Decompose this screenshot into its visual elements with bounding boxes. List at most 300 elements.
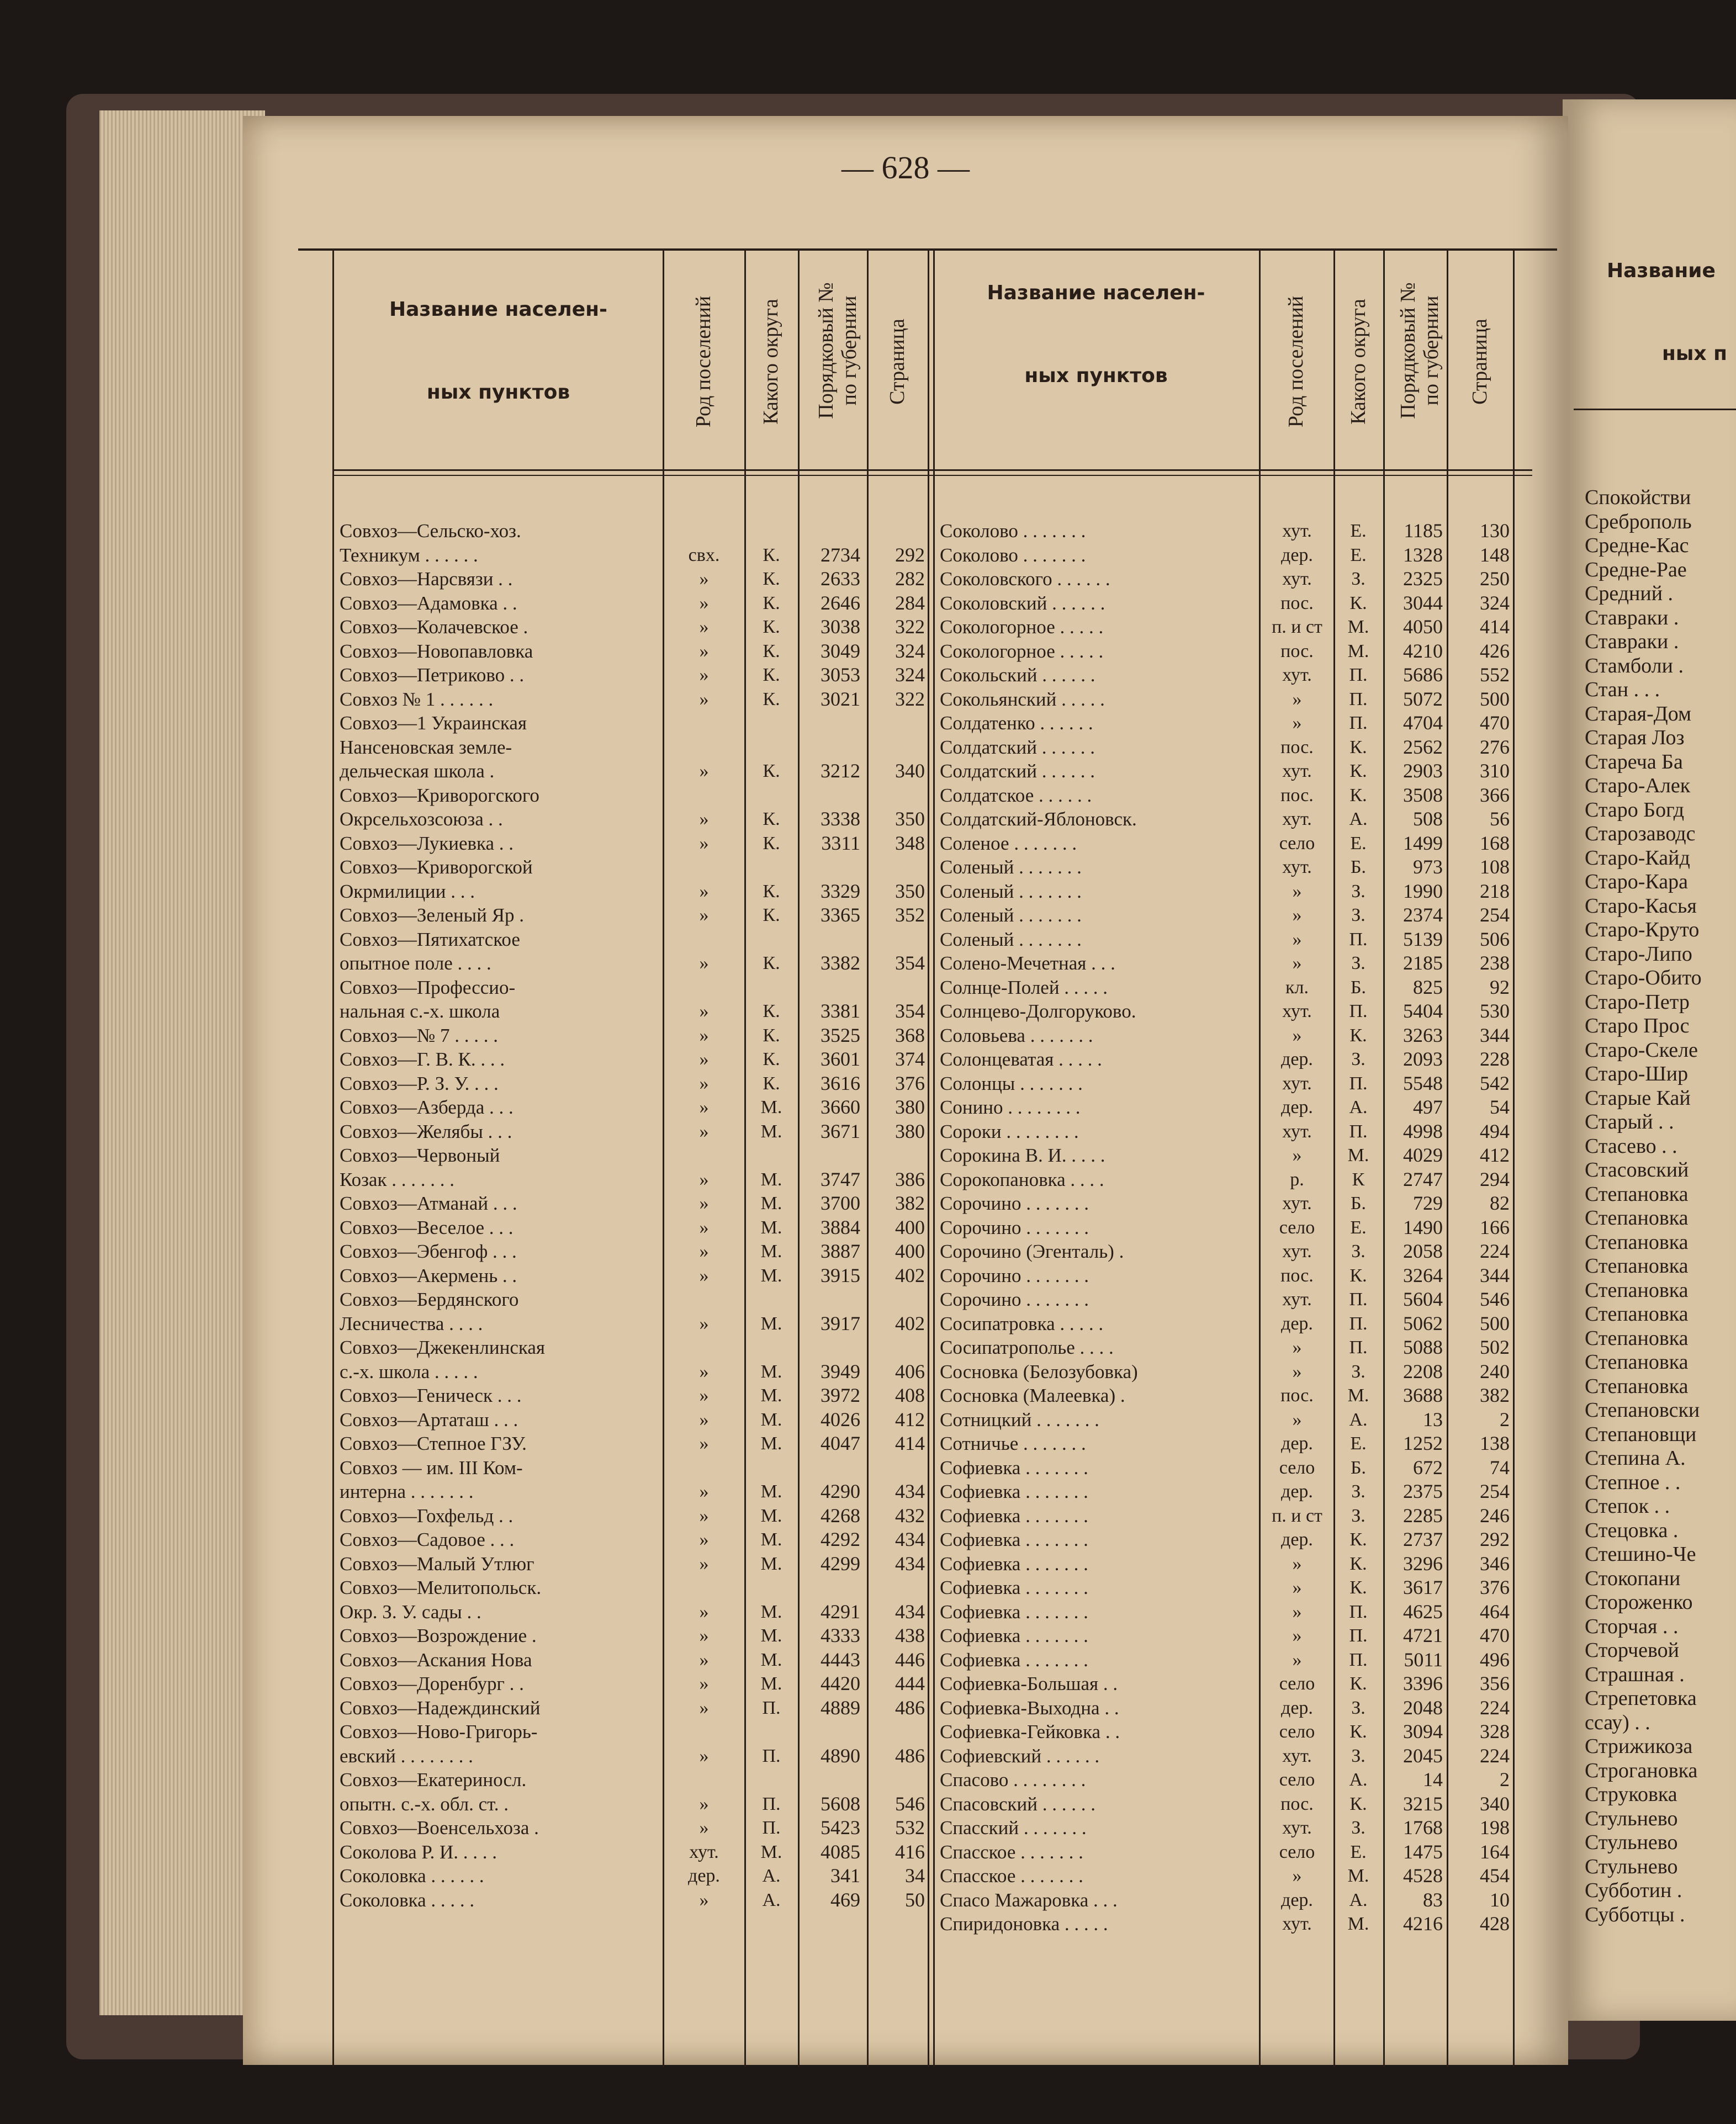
settlement-page: 74: [1490, 1456, 1510, 1479]
settlement-order-number: 5404: [1403, 1000, 1443, 1022]
settlement-name: Софиевка-Гейковка . .: [940, 1721, 1120, 1742]
settlement-kind: пос.: [1280, 737, 1314, 758]
right-order-header-line2: по губернии: [1420, 295, 1443, 406]
settlement-page: 224: [1480, 1696, 1510, 1719]
settlement-name: Солдатский . . . . . .: [940, 736, 1095, 758]
settlement-order-number: 341: [830, 1865, 860, 1887]
settlement-name: Совхоз—Акермень . .: [340, 1264, 517, 1286]
settlement-name: Совхоз—Р. З. У. . . .: [340, 1072, 499, 1094]
settlement-kind: »: [699, 617, 709, 637]
settlement-order-number: 3616: [821, 1072, 860, 1094]
settlement-district: З.: [1351, 569, 1365, 589]
settlement-name: Совхоз—Надеждинский: [340, 1697, 541, 1719]
settlement-page: 294: [1480, 1168, 1510, 1190]
settlement-order-number: 3617: [1403, 1576, 1443, 1598]
settlement-district: П.: [762, 1745, 781, 1766]
settlement-name: Спасское . . . . . . .: [940, 1841, 1083, 1863]
settlement-name: Софиевка . . . . . . .: [940, 1601, 1088, 1623]
settlement-kind: »: [1292, 1625, 1302, 1646]
settlement-order-number: 3525: [821, 1024, 860, 1046]
settlement-order-number: 2093: [1403, 1048, 1443, 1070]
settlement-district: Е.: [1350, 1841, 1367, 1862]
settlement-page: 148: [1480, 543, 1510, 566]
settlement-name: Совхоз—Возрождение .: [340, 1625, 537, 1646]
settlement-district: З.: [1351, 1697, 1365, 1718]
settlement-name: Соленый . . . . . . .: [940, 904, 1082, 926]
settlement-order-number: 3381: [821, 1000, 860, 1022]
settlement-name: Солдатский . . . . . .: [940, 760, 1095, 782]
next-page-entry: Степановка: [1585, 1350, 1689, 1374]
settlement-page: 502: [1480, 1336, 1510, 1358]
next-page-entry: Стешино-Че: [1585, 1543, 1696, 1566]
next-page-entry: Средне-Раe: [1585, 558, 1687, 581]
settlement-name: Совхоз—Криворогской: [340, 856, 533, 878]
settlement-kind: хут.: [1282, 521, 1312, 541]
settlement-district: З.: [1351, 953, 1365, 973]
next-page-entry: Старо Прос: [1585, 1014, 1690, 1037]
settlement-district: М.: [760, 1601, 782, 1622]
settlement-district: П.: [1349, 1313, 1368, 1334]
settlement-kind: дер.: [1281, 1313, 1313, 1334]
next-page-entry: Степановка: [1585, 1254, 1689, 1278]
settlement-district: К.: [1349, 1722, 1367, 1742]
settlement-page: 434: [895, 1480, 925, 1502]
settlement-district: М.: [760, 1169, 782, 1190]
settlement-district: М.: [760, 1121, 782, 1142]
next-page-entry: Степановка: [1585, 1302, 1689, 1326]
settlement-page: 376: [1480, 1576, 1510, 1598]
table-left-border: [332, 251, 334, 2067]
settlement-kind: р.: [1290, 1169, 1304, 1190]
settlement-kind: дер.: [688, 1866, 720, 1886]
settlement-district: П.: [762, 1793, 781, 1814]
settlement-kind: дер.: [1281, 1097, 1313, 1117]
settlement-name: Совхоз—Нарсвязи . .: [340, 568, 513, 590]
next-page-entry: Стрепетовка: [1585, 1687, 1697, 1710]
settlement-kind: »: [699, 1889, 709, 1910]
settlement-district: М.: [760, 1193, 782, 1214]
settlement-kind: хут.: [1282, 665, 1312, 685]
settlement-kind: »: [699, 1697, 709, 1718]
settlement-kind: »: [699, 1649, 709, 1670]
settlement-district: К.: [763, 1073, 780, 1094]
divider-middle: [928, 251, 929, 2067]
settlement-order-number: 3296: [1403, 1552, 1443, 1575]
settlement-name: Софиевка-Большая . .: [940, 1673, 1118, 1694]
settlement-page: 464: [1480, 1600, 1510, 1623]
next-page-entry: Старые Кай: [1585, 1086, 1691, 1110]
settlement-page: 532: [895, 1816, 925, 1839]
settlement-page: 366: [1480, 783, 1510, 806]
settlement-district: З.: [1351, 1241, 1365, 1262]
settlement-order-number: 4443: [821, 1648, 860, 1671]
settlement-district: А.: [1349, 1097, 1368, 1117]
settlement-page: 340: [895, 760, 925, 782]
settlement-name: Софиевка-Выходна . .: [940, 1697, 1119, 1719]
next-page-entry: Ставраки .: [1585, 630, 1679, 653]
settlement-order-number: 3917: [821, 1312, 860, 1334]
settlement-order-number: 3215: [1403, 1792, 1443, 1815]
settlement-page: 324: [895, 639, 925, 662]
settlement-kind: »: [699, 1049, 709, 1069]
settlement-name: с.-х. школа . . . . .: [340, 1360, 478, 1383]
settlement-kind: »: [699, 1217, 709, 1238]
settlement-district: А.: [762, 1889, 781, 1910]
right-kind-header: Род поселений: [1284, 295, 1308, 428]
settlement-kind: »: [1292, 1649, 1302, 1670]
settlement-name: Софиевка . . . . . . .: [940, 1553, 1088, 1575]
settlement-district: К.: [1349, 761, 1367, 781]
settlement-name: Софиевка . . . . . . .: [940, 1625, 1088, 1646]
settlement-district: П.: [1349, 1337, 1368, 1358]
settlement-district: М.: [760, 1649, 782, 1670]
settlement-district: М.: [1347, 1385, 1369, 1406]
settlement-order-number: 4721: [1403, 1624, 1443, 1646]
settlement-page: 412: [1480, 1144, 1510, 1166]
settlement-kind: »: [699, 761, 709, 781]
next-page-entry: Степановка: [1585, 1326, 1689, 1350]
settlement-name: Сорокопановка . . . .: [940, 1168, 1104, 1190]
settlement-kind: »: [699, 1818, 709, 1838]
settlement-order-number: 2562: [1403, 735, 1443, 758]
settlement-order-number: 3396: [1403, 1672, 1443, 1694]
settlement-page: 486: [895, 1696, 925, 1719]
settlement-name: Совхоз—Аскания Нова: [340, 1649, 532, 1671]
settlement-district: К.: [763, 1025, 780, 1046]
settlement-district: П.: [1349, 1289, 1368, 1310]
settlement-name: Сорочино . . . . . . .: [940, 1264, 1089, 1286]
settlement-kind: »: [699, 1193, 709, 1214]
next-page-entry: Стецовка .: [1585, 1518, 1679, 1542]
settlement-district: М.: [760, 1097, 782, 1117]
next-page-entry: Старо-Обито: [1585, 966, 1702, 989]
settlement-page: 292: [1480, 1528, 1510, 1550]
settlement-page: 324: [1480, 591, 1510, 614]
settlement-name: Спасское . . . . . . .: [940, 1865, 1083, 1887]
settlement-kind: »: [1292, 1553, 1302, 1574]
settlement-kind: »: [1292, 688, 1302, 709]
settlement-order-number: 3884: [821, 1216, 860, 1238]
settlement-kind: »: [699, 688, 709, 709]
right-name-header-line1: Название населен-: [987, 282, 1205, 304]
settlement-name: Совхоз—Гохфельд . .: [340, 1505, 514, 1527]
settlement-kind: »: [1292, 881, 1302, 902]
settlement-order-number: 2285: [1403, 1504, 1443, 1527]
settlement-district: П.: [1349, 1121, 1368, 1142]
settlement-order-number: 5604: [1403, 1288, 1443, 1310]
settlement-kind: пос.: [1280, 1265, 1314, 1286]
settlement-order-number: 4050: [1403, 616, 1443, 638]
settlement-name: Совхоз—Бердянского: [340, 1289, 519, 1310]
settlement-order-number: 3049: [821, 639, 860, 662]
settlement-order-number: 2185: [1403, 952, 1443, 974]
settlement-kind: »: [1292, 1025, 1302, 1046]
settlement-order-number: 1490: [1403, 1216, 1443, 1238]
settlement-page: 500: [1480, 1312, 1510, 1334]
settlement-district: З.: [1351, 881, 1365, 902]
settlement-kind: дер.: [1281, 1481, 1313, 1502]
settlement-kind: »: [699, 640, 709, 661]
settlement-name: Солнцево-Долгоруково.: [940, 1000, 1136, 1022]
settlement-order-number: 4704: [1403, 712, 1443, 734]
next-page-entry: Страшная .: [1585, 1662, 1685, 1686]
settlement-name: Совхоз—Артаташ . . .: [340, 1408, 518, 1431]
settlement-district: К.: [763, 688, 780, 709]
settlement-order-number: 2646: [821, 591, 860, 614]
next-page-entry: Степное . .: [1585, 1470, 1681, 1494]
settlement-district: К.: [1349, 1673, 1367, 1694]
settlement-page: 530: [1480, 1000, 1510, 1022]
settlement-name: Соколовка . . . . . .: [340, 1865, 484, 1887]
settlement-order-number: 5548: [1403, 1072, 1443, 1094]
settlement-kind: село: [1279, 1722, 1315, 1742]
settlement-page: 434: [895, 1552, 925, 1575]
settlement-name: Совхоз—Доренбург . .: [340, 1673, 524, 1694]
settlement-district: М.: [760, 1217, 782, 1238]
settlement-district: К.: [763, 761, 780, 781]
settlement-name: Соленый . . . . . . .: [940, 928, 1082, 950]
settlement-order-number: 3038: [821, 616, 860, 638]
settlement-district: К.: [763, 544, 780, 565]
divider-kind-left: [663, 251, 664, 2067]
settlement-order-number: 1252: [1403, 1432, 1443, 1454]
settlement-page: 444: [895, 1672, 925, 1694]
settlement-page: 546: [1480, 1288, 1510, 1310]
settlement-page: 164: [1480, 1840, 1510, 1863]
settlement-name: Сорочино . . . . . . .: [940, 1193, 1089, 1214]
settlement-page: 412: [895, 1408, 925, 1431]
next-page-entry: Сторчевой: [1585, 1639, 1679, 1662]
settlement-district: К.: [1349, 592, 1367, 613]
settlement-order-number: 4889: [821, 1696, 860, 1719]
settlement-kind: »: [1292, 905, 1302, 925]
settlement-name: Совхоз—Веселое . . .: [340, 1216, 514, 1238]
settlement-order-number: 973: [1413, 856, 1443, 878]
settlement-name: Солнце-Полей . . . . .: [940, 976, 1108, 998]
settlement-district: К.: [763, 1001, 780, 1021]
divider-kind-right: [1259, 251, 1261, 2067]
settlement-order-number: 5686: [1403, 664, 1443, 686]
settlement-order-number: 2045: [1403, 1744, 1443, 1767]
settlement-order-number: 4268: [821, 1504, 860, 1527]
settlement-kind: свх.: [688, 544, 720, 565]
settlement-kind: дер.: [1281, 1529, 1313, 1550]
settlement-name: Техникум . . . . . .: [340, 544, 478, 566]
settlement-name: Сосипатрополье . . . .: [940, 1337, 1114, 1358]
settlement-order-number: 2048: [1403, 1696, 1443, 1719]
settlement-order-number: 469: [830, 1888, 860, 1911]
settlement-district: П.: [1349, 929, 1368, 950]
settlement-district: А.: [1349, 1770, 1368, 1790]
settlement-district: М.: [760, 1433, 782, 1454]
settlement-name: Софиевка . . . . . . .: [940, 1505, 1088, 1527]
settlement-order-number: 1768: [1403, 1816, 1443, 1839]
settlement-order-number: 2325: [1403, 568, 1443, 590]
settlement-name: Солено-Мечетная . . .: [940, 952, 1115, 974]
settlement-order-number: 4210: [1403, 639, 1443, 662]
settlement-order-number: 3660: [821, 1096, 860, 1118]
settlement-name: Софиевский . . . . . .: [940, 1745, 1100, 1767]
next-page-entry: Старая Лоз: [1585, 726, 1685, 749]
settlement-page: 166: [1480, 1216, 1510, 1238]
next-page-entry: Старо-Кайд: [1585, 846, 1690, 870]
settlement-name: Совхоз—Степное ГЗУ.: [340, 1433, 527, 1454]
settlement-kind: »: [699, 1001, 709, 1021]
settlement-district: П.: [1349, 1601, 1368, 1622]
settlement-name: Совхоз—Екатериносл.: [340, 1769, 527, 1791]
settlement-name: Совхоз—Червоный: [340, 1145, 500, 1166]
settlement-name: Соколовский . . . . . .: [940, 592, 1105, 614]
settlement-kind: »: [699, 1409, 709, 1430]
settlement-district: М.: [760, 1361, 782, 1382]
settlement-order-number: 3671: [821, 1120, 860, 1142]
settlement-page: 340: [1480, 1792, 1510, 1815]
next-page-entry: Стан . . .: [1585, 678, 1660, 701]
settlement-name: Соленый . . . . . . .: [940, 880, 1082, 902]
settlement-name: евский . . . . . . . .: [340, 1745, 473, 1767]
settlement-district: К.: [763, 881, 780, 902]
settlement-name: Сороки . . . . . . . .: [940, 1120, 1079, 1142]
next-page-entry: Стокопани: [1585, 1566, 1681, 1590]
settlement-name: нальная с.-х. школа: [340, 1000, 500, 1022]
settlement-name: Солдатский-Яблоновск.: [940, 808, 1137, 830]
settlement-order-number: 3021: [821, 687, 860, 710]
settlement-kind: дер.: [1281, 1697, 1313, 1718]
next-page-entry: Стасево . .: [1585, 1134, 1677, 1158]
settlement-kind: »: [1292, 713, 1302, 733]
settlement-name: Совхоз—Петриково . .: [340, 664, 525, 686]
settlement-page: 374: [895, 1048, 925, 1070]
left-district-header: Какого округа: [759, 299, 782, 425]
next-page-header-line2: ных п: [1662, 342, 1728, 365]
right-name-header-line2: ных пунктов: [1024, 364, 1168, 387]
settlement-kind: »: [699, 592, 709, 613]
settlement-order-number: 5072: [1403, 687, 1443, 710]
settlement-name: Совхоз—1 Украинская: [340, 712, 527, 734]
next-page-entry: Степок . .: [1585, 1495, 1670, 1518]
settlement-kind: »: [699, 1601, 709, 1622]
settlement-page: 284: [895, 591, 925, 614]
settlement-district: П.: [762, 1818, 781, 1838]
settlement-order-number: 3338: [821, 808, 860, 830]
settlement-kind: хут.: [1282, 1745, 1312, 1766]
next-page-entry: Стареча Ба: [1585, 750, 1683, 774]
next-page-entry: Стороженко: [1585, 1591, 1693, 1614]
settlement-page: 380: [895, 1096, 925, 1118]
settlement-district: М.: [760, 1625, 782, 1646]
settlement-district: З.: [1351, 1361, 1365, 1382]
settlement-district: К.: [1349, 1577, 1367, 1598]
settlement-district: З.: [1351, 905, 1365, 925]
settlement-kind: »: [1292, 1577, 1302, 1598]
settlement-name: Солонцы . . . . . . .: [940, 1072, 1083, 1094]
settlement-order-number: 4420: [821, 1672, 860, 1694]
settlement-kind: »: [1292, 1145, 1302, 1166]
settlement-page: 354: [895, 952, 925, 974]
next-page-entry: Старо-Касья: [1585, 894, 1697, 918]
settlement-page: 240: [1480, 1360, 1510, 1383]
next-page-entry: Степановщи: [1585, 1422, 1697, 1446]
settlement-name: Соколова Р. И. . . . .: [340, 1841, 497, 1863]
settlement-name: Спасово . . . . . . . .: [940, 1769, 1086, 1791]
settlement-district: П.: [1349, 688, 1368, 709]
settlement-district: М.: [760, 1313, 782, 1334]
settlement-order-number: 3508: [1403, 783, 1443, 806]
left-order-header-line1: Порядковый №: [814, 282, 838, 419]
settlement-name: Солонцеватая . . . . .: [940, 1048, 1102, 1070]
settlement-page: 82: [1490, 1192, 1510, 1214]
settlement-name: Соленое . . . . . . .: [940, 832, 1077, 854]
settlement-kind: »: [699, 1553, 709, 1574]
settlement-order-number: 508: [1413, 808, 1443, 830]
settlement-page: 552: [1480, 664, 1510, 686]
next-page-entry: Строгановка: [1585, 1758, 1698, 1782]
settlement-page: 432: [895, 1504, 925, 1527]
settlement-name: дельческая школа .: [340, 760, 495, 782]
settlement-district: П.: [762, 1697, 781, 1718]
settlement-page: 348: [895, 831, 925, 854]
settlement-kind: »: [699, 809, 709, 829]
settlement-order-number: 3747: [821, 1168, 860, 1190]
settlement-district: М.: [1347, 1866, 1369, 1886]
settlement-order-number: 3365: [821, 904, 860, 926]
settlement-district: П.: [1349, 1073, 1368, 1094]
settlement-order-number: 3887: [821, 1240, 860, 1262]
settlement-kind: дер.: [1281, 1889, 1313, 1910]
settlement-district: К.: [1349, 1793, 1367, 1814]
settlement-kind: »: [699, 1025, 709, 1046]
settlement-name: Сотничье . . . . . . .: [940, 1433, 1086, 1454]
settlement-district: М.: [760, 1409, 782, 1430]
page-edges: [99, 110, 265, 2015]
next-page-entry: Степановски: [1585, 1399, 1700, 1422]
settlement-kind: »: [699, 569, 709, 589]
settlement-page: 344: [1480, 1264, 1510, 1286]
next-page-entry: Сторчая . .: [1585, 1614, 1679, 1638]
settlement-district: Б.: [1350, 1457, 1367, 1478]
next-page-entry: Струковка: [1585, 1783, 1677, 1806]
settlement-order-number: 14: [1423, 1768, 1443, 1791]
next-page-entry: Стамболи .: [1585, 654, 1684, 677]
next-page-entry: Стульнево: [1585, 1831, 1678, 1854]
divider-page-left: [867, 251, 869, 2067]
next-page-entry: Субботцы .: [1585, 1903, 1685, 1926]
settlement-page: 138: [1480, 1432, 1510, 1454]
next-page-entry: Старо-Круто: [1585, 918, 1700, 941]
settlement-page: 108: [1480, 856, 1510, 878]
settlement-order-number: 2734: [821, 543, 860, 566]
settlement-order-number: 4026: [821, 1408, 860, 1431]
settlement-name: Совхоз—Пятихатское: [340, 928, 520, 950]
left-page-header: Страница: [886, 319, 909, 405]
settlement-kind: село: [1279, 1217, 1315, 1238]
settlement-page: 408: [895, 1384, 925, 1406]
settlement-kind: »: [699, 953, 709, 973]
settlement-name: Сорочино . . . . . . .: [940, 1216, 1089, 1238]
settlement-page: 218: [1480, 880, 1510, 902]
settlement-order-number: 2374: [1403, 904, 1443, 926]
settlement-name: Соленый . . . . . . .: [940, 856, 1082, 878]
settlement-name: Сорочино (Эгенталь) .: [940, 1241, 1124, 1262]
settlement-order-number: 2903: [1403, 760, 1443, 782]
settlement-kind: кл.: [1285, 977, 1309, 998]
next-page-entry: Степановка: [1585, 1230, 1689, 1254]
settlement-order-number: 3949: [821, 1360, 860, 1383]
settlement-kind: село: [1279, 1673, 1315, 1694]
settlement-name: Соколово . . . . . . .: [940, 520, 1086, 542]
settlement-order-number: 3601: [821, 1048, 860, 1070]
settlement-district: М.: [760, 1529, 782, 1550]
